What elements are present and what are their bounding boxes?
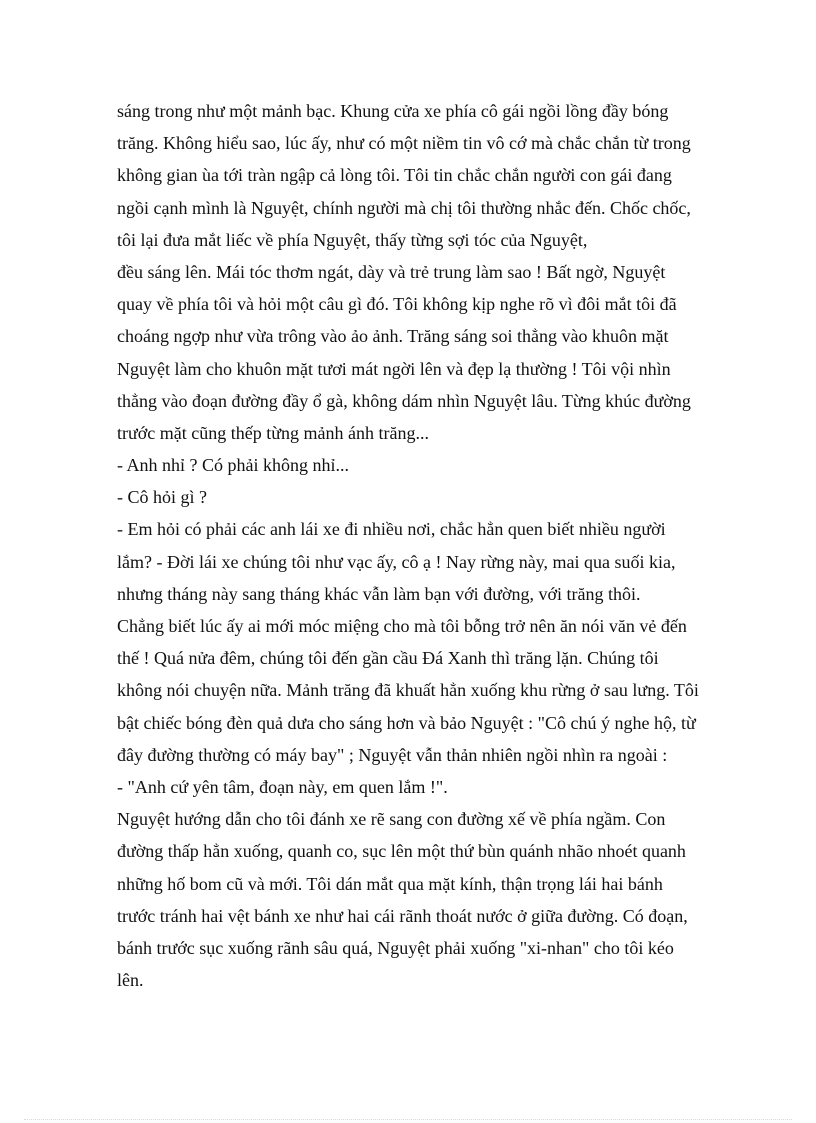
dialogue-line: - Cô hỏi gì ?	[117, 487, 207, 508]
text-line: choáng ngợp như vừa trông vào ảo ảnh. Trăng sáng soi thẳng vào khuôn mặt	[117, 326, 669, 347]
dialogue-line: - Anh nhỉ ? Có phải không nhỉ...	[117, 455, 349, 476]
text-line: không gian ùa tới tràn ngập cả lòng tôi. Tôi tin chắc chắn người con gái đang	[117, 165, 672, 186]
text-line: nhưng tháng này sang tháng khác vẫn làm bạn với đường, với trăng thôi.	[117, 583, 641, 604]
text-line: ngồi cạnh mình là Nguyệt, chính người mà chị tôi thường nhắc đến. Chốc chốc,	[117, 197, 691, 218]
dialogue-line: - "Anh cứ yên tâm, đoạn này, em quen lắm !".	[117, 776, 448, 797]
text-line: những hố bom cũ và mới. Tôi dán mắt qua mặt kính, thận trọng lái hai bánh	[117, 873, 663, 894]
text-line: thế ! Quá nửa đêm, chúng tôi đến gần cầu Đá Xanh thì trăng lặn. Chúng tôi	[117, 648, 659, 669]
text-line: tôi lại đưa mắt liếc về phía Nguyệt, thấy từng sợi tóc của Nguyệt,	[117, 229, 588, 250]
text-line: lắm? - Đời lái xe chúng tôi như vạc ấy, cô ạ ! Nay rừng này, mai qua suối kia,	[117, 551, 676, 572]
text-line: quay về phía tôi và hỏi một câu gì đó. Tôi không kịp nghe rõ vì đôi mắt tôi đã	[117, 294, 677, 315]
dialogue-line: - Em hỏi có phải các anh lái xe đi nhiều nơi, chắc hẳn quen biết nhiều người	[117, 519, 666, 540]
text-line: thẳng vào đoạn đường đầy ổ gà, không dám nhìn Nguyệt lâu. Từng khúc đường	[117, 390, 691, 411]
text-line: Chẳng biết lúc ấy ai mới móc miệng cho mà tôi bỗng trở nên ăn nói văn vẻ đến	[117, 616, 687, 636]
text-line: bật chiếc bóng đèn quả dưa cho sáng hơn và bảo Nguyệt : "Cô chú ý nghe hộ, từ	[117, 712, 696, 733]
page-bottom-divider	[24, 1119, 792, 1120]
text-line: trăng. Không hiểu sao, lúc ấy, như có một niềm tin vô cớ mà chắc chắn từ trong	[117, 133, 691, 154]
story-text	[117, 95, 757, 996]
text-line: bánh trước sục xuống rãnh sâu quá, Nguyệt phải xuống "xi-nhan" cho tôi kéo	[117, 937, 674, 958]
text-line: trước tránh hai vệt bánh xe như hai cái rãnh thoát nước ở giữa đường. Có đoạn,	[117, 905, 688, 926]
text-line: lên.	[117, 970, 144, 991]
text-line: đây đường thường có máy bay" ; Nguyệt vẫn thản nhiên ngồi nhìn ra ngoài :	[117, 744, 668, 765]
text-line: đường thấp hẳn xuống, quanh co, sục lên một thứ bùn quánh nhão nhoét quanh	[117, 841, 686, 862]
text-line: trước mặt cũng thếp từng mảnh ánh trăng...	[117, 422, 429, 443]
text-line: Nguyệt làm cho khuôn mặt tươi mát ngời lên và đẹp lạ thường ! Tôi vội nhìn	[117, 358, 671, 379]
text-line: sáng trong như một mảnh bạc. Khung cửa xe phía cô gái ngồi lồng đầy bóng	[117, 101, 669, 121]
text-line: Nguyệt hướng dẫn cho tôi đánh xe rẽ sang con đường xế về phía ngầm. Con	[117, 809, 666, 830]
text-line: không nói chuyện nữa. Mảnh trăng đã khuất hẳn xuống khu rừng ở sau lưng. Tôi	[117, 680, 699, 701]
text-line: đều sáng lên. Mái tóc thơm ngát, dày và trẻ trung làm sao ! Bất ngờ, Nguyệt	[117, 261, 666, 282]
